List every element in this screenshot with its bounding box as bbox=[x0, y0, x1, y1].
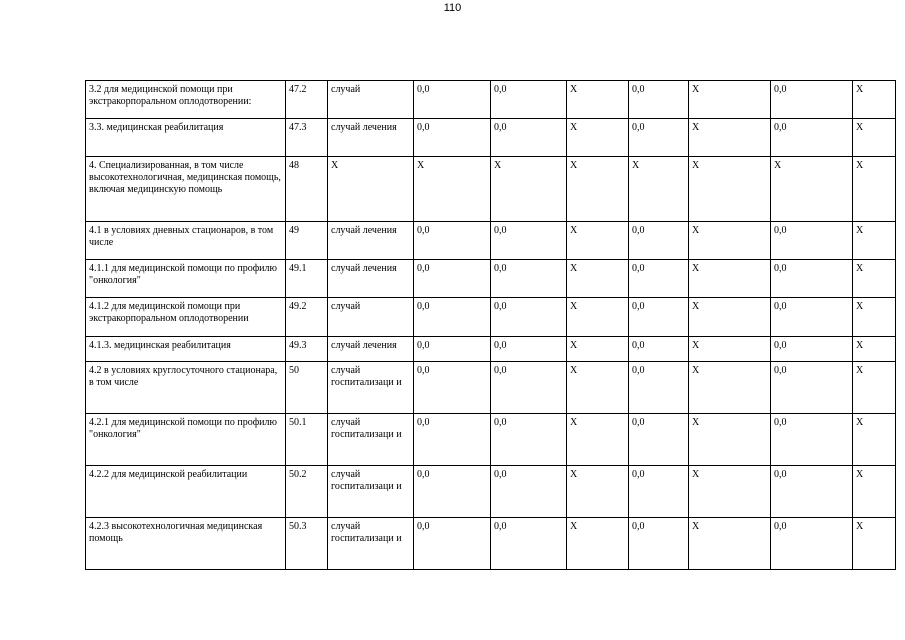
value-cell: 0,0 bbox=[414, 222, 491, 260]
value-cell: X bbox=[853, 157, 896, 222]
table-row bbox=[86, 222, 896, 260]
value-cell: 0,0 bbox=[414, 119, 491, 157]
value-cell: 0,0 bbox=[491, 260, 567, 298]
unit-cell: случай госпитализаци и bbox=[328, 414, 414, 466]
value-cell: X bbox=[567, 337, 629, 362]
value-cell: X bbox=[853, 298, 896, 337]
value-cell: 0,0 bbox=[414, 298, 491, 337]
value-cell: X bbox=[689, 518, 771, 570]
value-cell: X bbox=[689, 466, 771, 518]
row-code: 50.1 bbox=[286, 414, 328, 466]
row-code: 50 bbox=[286, 362, 328, 414]
value-cell: 0,0 bbox=[491, 119, 567, 157]
value-cell: 0,0 bbox=[414, 81, 491, 119]
table-row bbox=[86, 337, 896, 362]
value-cell: 0,0 bbox=[414, 466, 491, 518]
value-cell: 0,0 bbox=[629, 466, 689, 518]
value-cell: X bbox=[567, 414, 629, 466]
unit-cell: случай лечения bbox=[328, 337, 414, 362]
value-cell: X bbox=[689, 222, 771, 260]
value-cell: 0,0 bbox=[629, 298, 689, 337]
value-cell: X bbox=[853, 518, 896, 570]
value-cell: X bbox=[567, 81, 629, 119]
value-cell: 0,0 bbox=[771, 466, 853, 518]
value-cell: X bbox=[491, 157, 567, 222]
value-cell: X bbox=[567, 260, 629, 298]
value-cell: X bbox=[689, 414, 771, 466]
value-cell: X bbox=[567, 518, 629, 570]
table-row bbox=[86, 414, 896, 466]
row-label: 4.1.1 для медицинской помощи по профилю "онкология" bbox=[86, 260, 286, 298]
value-cell: 0,0 bbox=[771, 119, 853, 157]
page-number: 110 bbox=[443, 2, 462, 14]
value-cell: 0,0 bbox=[491, 298, 567, 337]
value-cell: 0,0 bbox=[491, 362, 567, 414]
value-cell: 0,0 bbox=[491, 81, 567, 119]
value-cell: X bbox=[689, 119, 771, 157]
value-cell: 0,0 bbox=[771, 298, 853, 337]
row-label: 4.2.2 для медицинской реабилитации bbox=[86, 466, 286, 518]
table-body bbox=[86, 81, 896, 570]
row-code: 49.1 bbox=[286, 260, 328, 298]
table-row bbox=[86, 81, 896, 119]
table-row bbox=[86, 518, 896, 570]
value-cell: 0,0 bbox=[629, 337, 689, 362]
value-cell: 0,0 bbox=[771, 81, 853, 119]
value-cell: 0,0 bbox=[629, 81, 689, 119]
unit-cell: случай bbox=[328, 81, 414, 119]
table-row bbox=[86, 362, 896, 414]
value-cell: X bbox=[629, 157, 689, 222]
value-cell: X bbox=[689, 337, 771, 362]
table-row bbox=[86, 298, 896, 337]
value-cell: X bbox=[689, 362, 771, 414]
value-cell: 0,0 bbox=[414, 337, 491, 362]
value-cell: X bbox=[567, 119, 629, 157]
value-cell: 0,0 bbox=[414, 414, 491, 466]
row-label: 4.1 в условиях дневных стационаров, в том числе bbox=[86, 222, 286, 260]
value-cell: X bbox=[567, 222, 629, 260]
unit-cell: случай лечения bbox=[328, 119, 414, 157]
value-cell: 0,0 bbox=[771, 222, 853, 260]
row-label: 4.1.3. медицинская реабилитация bbox=[86, 337, 286, 362]
value-cell: X bbox=[853, 414, 896, 466]
value-cell: X bbox=[853, 337, 896, 362]
row-label: 4.2 в условиях круглосуточного стационара, в том числе bbox=[86, 362, 286, 414]
value-cell: X bbox=[853, 119, 896, 157]
value-cell: X bbox=[689, 81, 771, 119]
value-cell: 0,0 bbox=[491, 414, 567, 466]
table-row bbox=[86, 466, 896, 518]
row-code: 50.2 bbox=[286, 466, 328, 518]
row-code: 49 bbox=[286, 222, 328, 260]
value-cell: X bbox=[567, 466, 629, 518]
value-cell: X bbox=[689, 157, 771, 222]
unit-cell: X bbox=[328, 157, 414, 222]
value-cell: X bbox=[689, 260, 771, 298]
row-label: 4.2.3 высокотехнологичная медицинская помощь bbox=[86, 518, 286, 570]
row-label: 3.2 для медицинской помощи при экстракорпоральном оплодотворении: bbox=[86, 81, 286, 119]
value-cell: 0,0 bbox=[629, 362, 689, 414]
value-cell: 0,0 bbox=[491, 337, 567, 362]
value-cell: 0,0 bbox=[491, 222, 567, 260]
unit-cell: случай лечения bbox=[328, 222, 414, 260]
unit-cell: случай bbox=[328, 298, 414, 337]
value-cell: 0,0 bbox=[629, 222, 689, 260]
value-cell: 0,0 bbox=[771, 518, 853, 570]
value-cell: X bbox=[414, 157, 491, 222]
value-cell: 0,0 bbox=[629, 119, 689, 157]
value-cell: 0,0 bbox=[491, 518, 567, 570]
value-cell: 0,0 bbox=[629, 518, 689, 570]
value-cell: X bbox=[853, 222, 896, 260]
value-cell: X bbox=[567, 362, 629, 414]
data-table bbox=[85, 80, 896, 570]
unit-cell: случай госпитализаци и bbox=[328, 362, 414, 414]
value-cell: X bbox=[689, 298, 771, 337]
value-cell: X bbox=[853, 466, 896, 518]
value-cell: X bbox=[771, 157, 853, 222]
value-cell: X bbox=[567, 157, 629, 222]
unit-cell: случай госпитализаци и bbox=[328, 518, 414, 570]
row-code: 48 bbox=[286, 157, 328, 222]
value-cell: 0,0 bbox=[771, 260, 853, 298]
unit-cell: случай госпитализаци и bbox=[328, 466, 414, 518]
row-code: 49.3 bbox=[286, 337, 328, 362]
row-label: 4. Специализированная, в том числе высокотехнологичная, медицинская помощь, включая медицинскую помощь bbox=[86, 157, 286, 222]
value-cell: 0,0 bbox=[414, 362, 491, 414]
table-row bbox=[86, 260, 896, 298]
table-row bbox=[86, 157, 896, 222]
value-cell: 0,0 bbox=[414, 518, 491, 570]
value-cell: 0,0 bbox=[771, 362, 853, 414]
row-code: 47.2 bbox=[286, 81, 328, 119]
table-row bbox=[86, 119, 896, 157]
value-cell: 0,0 bbox=[491, 466, 567, 518]
value-cell: X bbox=[853, 260, 896, 298]
value-cell: X bbox=[567, 298, 629, 337]
row-code: 50.3 bbox=[286, 518, 328, 570]
unit-cell: случай лечения bbox=[328, 260, 414, 298]
value-cell: 0,0 bbox=[414, 260, 491, 298]
value-cell: 0,0 bbox=[771, 337, 853, 362]
value-cell: 0,0 bbox=[629, 414, 689, 466]
value-cell: X bbox=[853, 81, 896, 119]
value-cell: 0,0 bbox=[771, 414, 853, 466]
row-code: 49.2 bbox=[286, 298, 328, 337]
value-cell: 0,0 bbox=[629, 260, 689, 298]
row-label: 4.1.2 для медицинской помощи при экстракорпоральном оплодотворении bbox=[86, 298, 286, 337]
row-label: 4.2.1 для медицинской помощи по профилю "онкология" bbox=[86, 414, 286, 466]
row-code: 47.3 bbox=[286, 119, 328, 157]
value-cell: X bbox=[853, 362, 896, 414]
row-label: 3.3. медицинская реабилитация bbox=[86, 119, 286, 157]
